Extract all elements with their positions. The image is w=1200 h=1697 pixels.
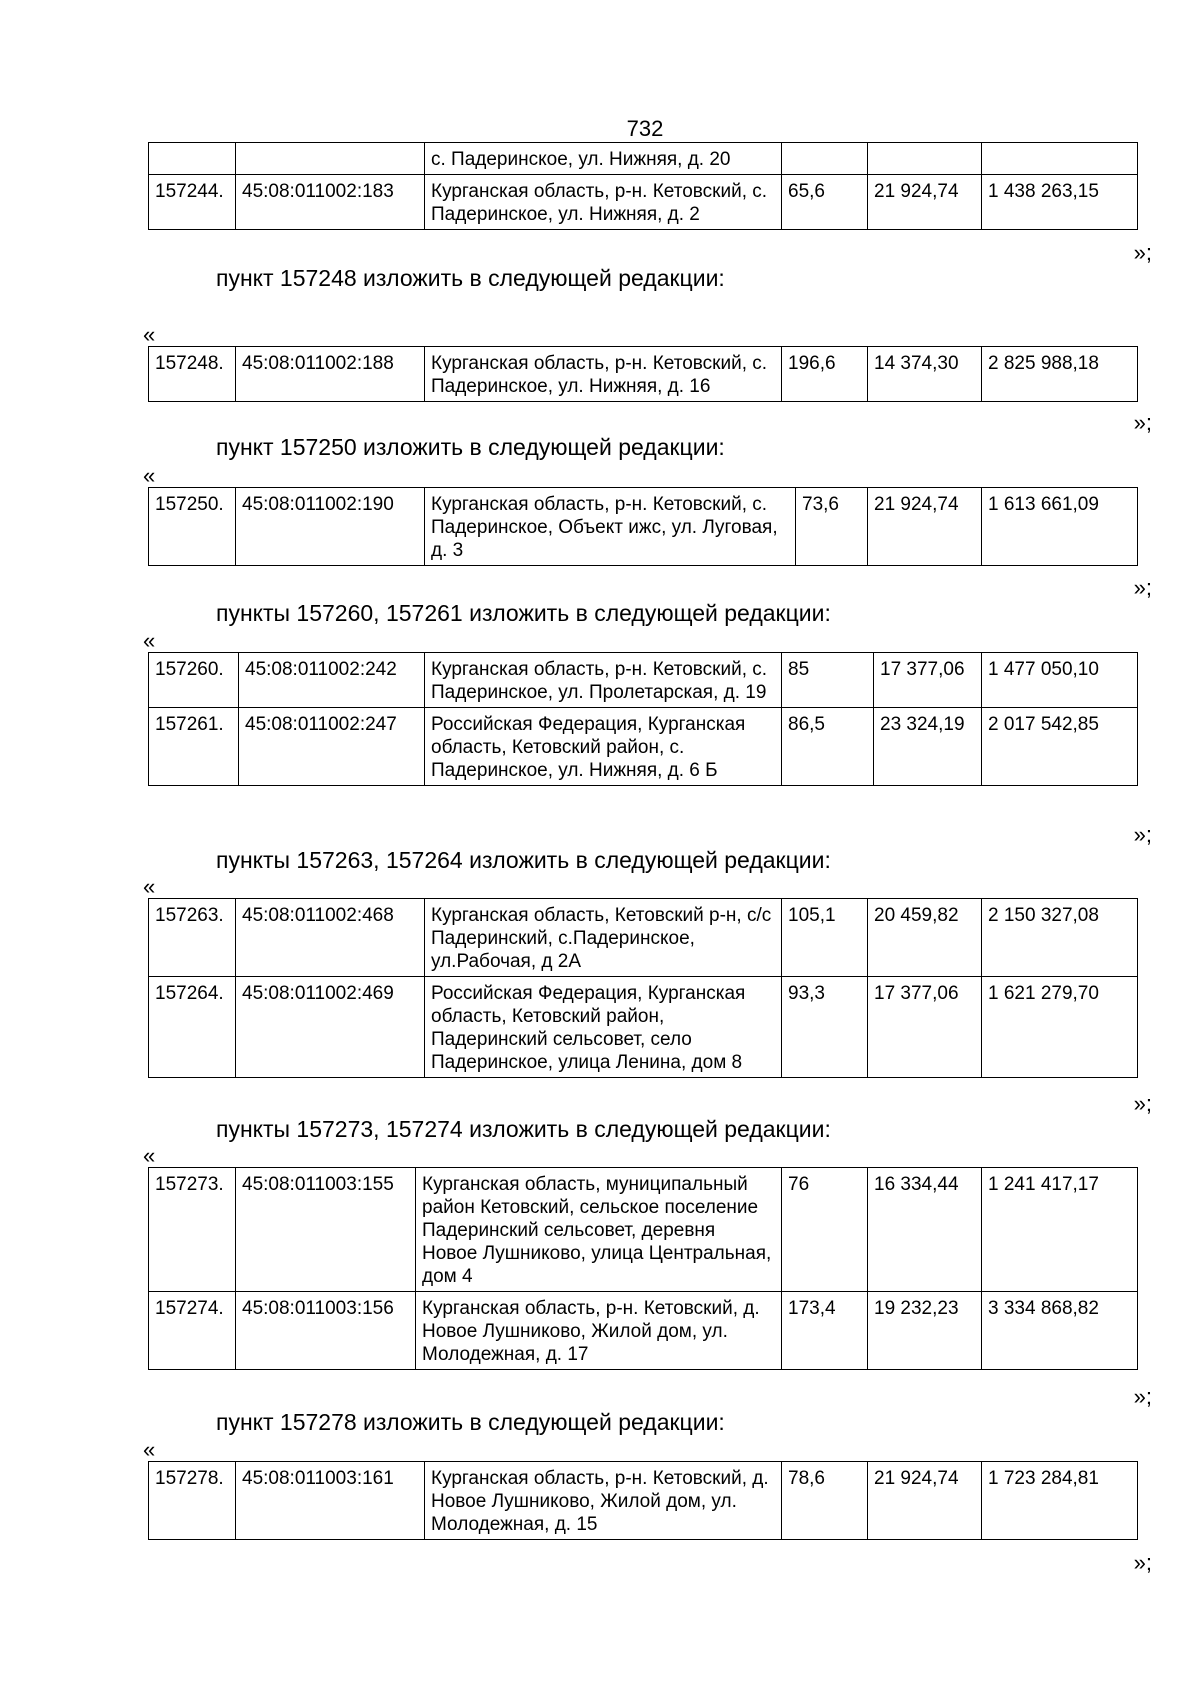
cell-cadastral: 45:08:011003:155: [236, 1168, 416, 1292]
opening-quote: «: [143, 463, 156, 488]
cell-number: [149, 143, 236, 175]
cell-total: 1 621 279,70: [982, 977, 1138, 1078]
registry-table: [148, 1167, 1138, 1370]
cell-cadastral: 45:08:011002:190: [236, 488, 425, 566]
cell-total: 2 017 542,85: [982, 708, 1138, 786]
cell-number: 157260.: [149, 653, 239, 708]
cell-price: 17 377,06: [868, 977, 982, 1078]
cell-cadastral: 45:08:011002:247: [239, 708, 425, 786]
cell-area: 86,5: [782, 708, 874, 786]
section-heading: пункты 157260, 157261 изложить в следующей редакции:: [216, 600, 831, 626]
cell-price: [868, 143, 982, 175]
cell-address: Российская Федерация, Курганская область, Кетовский район, с. Падеринское, ул. Нижняя, д. 6 Б: [425, 708, 782, 786]
opening-quote: «: [143, 1143, 156, 1168]
registry-table: [148, 487, 1138, 566]
registry-table-top: [148, 142, 1138, 230]
table-row: [149, 1462, 1138, 1540]
cell-total: [982, 143, 1138, 175]
cell-price: 21 924,74: [868, 488, 982, 566]
cell-number: 157261.: [149, 708, 239, 786]
cell-number: 157248.: [149, 347, 236, 402]
registry-table: [148, 898, 1138, 1078]
cell-total: 1 241 417,17: [982, 1168, 1138, 1292]
table-row: [149, 143, 1138, 175]
cell-price: 16 334,44: [868, 1168, 982, 1292]
table-row: [149, 653, 1138, 708]
cell-address: Курганская область, р-н. Кетовский, д. Новое Лушниково, Жилой дом, ул. Молодежная, д. 17: [416, 1292, 782, 1370]
cell-number: 157273.: [149, 1168, 236, 1292]
registry-table: [148, 652, 1138, 786]
cell-area: 76: [782, 1168, 868, 1292]
table-row: [149, 977, 1138, 1078]
cell-total: 3 334 868,82: [982, 1292, 1138, 1370]
table-row: [149, 708, 1138, 786]
cell-number: 157250.: [149, 488, 236, 566]
closing-quote: »;: [1133, 410, 1152, 435]
section-heading: пункты 157263, 157264 изложить в следующей редакции:: [216, 847, 831, 873]
opening-quote: «: [143, 874, 156, 899]
cell-area: 93,3: [782, 977, 868, 1078]
table-row: [149, 175, 1138, 230]
closing-quote: »;: [1133, 240, 1152, 265]
cell-address: Курганская область, р-н. Кетовский, с. Падеринское, ул. Нижняя, д. 16: [425, 347, 782, 402]
cell-price: 17 377,06: [874, 653, 982, 708]
cell-total: 1 477 050,10: [982, 653, 1138, 708]
cell-address: Курганская область, р-н. Кетовский, д. Новое Лушниково, Жилой дом, ул. Молодежная, д. 15: [425, 1462, 782, 1540]
cell-number: 157263.: [149, 899, 236, 977]
cell-cadastral: 45:08:011002:183: [236, 175, 425, 230]
section-heading: пункт 157278 изложить в следующей редакции:: [216, 1409, 725, 1435]
cell-area: 65,6: [782, 175, 868, 230]
cell-address: Курганская область, р-н. Кетовский, с. Падеринское, Объект ижс, ул. Луговая, д. 3: [425, 488, 796, 566]
opening-quote: «: [143, 628, 156, 653]
registry-table: [148, 1461, 1138, 1540]
cell-address: Курганская область, Кетовский р-н, с/с Падеринский, с.Падеринское, ул.Рабочая, д 2А: [425, 899, 782, 977]
cell-area: 105,1: [782, 899, 868, 977]
cell-area: [782, 143, 868, 175]
cell-price: 20 459,82: [868, 899, 982, 977]
closing-quote: »;: [1133, 1091, 1152, 1116]
cell-area: 85: [782, 653, 874, 708]
closing-quote: »;: [1133, 1550, 1152, 1575]
cell-cadastral: 45:08:011002:188: [236, 347, 425, 402]
cell-address: Курганская область, муниципальный район Кетовский, сельское поселение Падеринский сельсовет, деревня Новое Лушниково, улица Центральная, дом 4: [416, 1168, 782, 1292]
cell-number: 157274.: [149, 1292, 236, 1370]
cell-total: 1 613 661,09: [982, 488, 1138, 566]
cell-area: 173,4: [782, 1292, 868, 1370]
cell-area: 78,6: [782, 1462, 868, 1540]
closing-quote: »;: [1133, 1384, 1152, 1409]
cell-address: Российская Федерация, Курганская область, Кетовский район, Падеринский сельсовет, село Падеринское, улица Ленина, дом 8: [425, 977, 782, 1078]
cell-cadastral: 45:08:011002:469: [236, 977, 425, 1078]
cell-cadastral: 45:08:011003:161: [236, 1462, 425, 1540]
cell-price: 19 232,23: [868, 1292, 982, 1370]
cell-price: 23 324,19: [874, 708, 982, 786]
table-row: [149, 347, 1138, 402]
cell-total: 2 150 327,08: [982, 899, 1138, 977]
opening-quote: «: [143, 1437, 156, 1462]
section-heading: пункт 157248 изложить в следующей редакции:: [216, 265, 725, 291]
cell-number: 157264.: [149, 977, 236, 1078]
cell-cadastral: 45:08:011002:242: [239, 653, 425, 708]
cell-address: с. Падеринское, ул. Нижняя, д. 20: [425, 143, 782, 175]
cell-price: 21 924,74: [868, 175, 982, 230]
cell-area: 73,6: [796, 488, 868, 566]
closing-quote: »;: [1133, 822, 1152, 847]
cell-address: Курганская область, р-н. Кетовский, с. Падеринское, ул. Пролетарская, д. 19: [425, 653, 782, 708]
cell-address: Курганская область, р-н. Кетовский, с. Падеринское, ул. Нижняя, д. 2: [425, 175, 782, 230]
cell-cadastral: [236, 143, 425, 175]
opening-quote: «: [143, 322, 156, 347]
table-row: [149, 1168, 1138, 1292]
table-row: [149, 899, 1138, 977]
closing-quote: »;: [1133, 575, 1152, 600]
section-heading: пункты 157273, 157274 изложить в следующей редакции:: [216, 1116, 831, 1142]
cell-total: 2 825 988,18: [982, 347, 1138, 402]
cell-number: 157278.: [149, 1462, 236, 1540]
cell-price: 21 924,74: [868, 1462, 982, 1540]
page-number: 732: [626, 116, 664, 141]
cell-number: 157244.: [149, 175, 236, 230]
cell-area: 196,6: [782, 347, 868, 402]
cell-cadastral: 45:08:011002:468: [236, 899, 425, 977]
cell-cadastral: 45:08:011003:156: [236, 1292, 416, 1370]
registry-table: [148, 346, 1138, 402]
section-heading: пункт 157250 изложить в следующей редакции:: [216, 434, 725, 460]
cell-total: 1 723 284,81: [982, 1462, 1138, 1540]
table-row: [149, 1292, 1138, 1370]
cell-price: 14 374,30: [868, 347, 982, 402]
cell-total: 1 438 263,15: [982, 175, 1138, 230]
table-row: [149, 488, 1138, 566]
